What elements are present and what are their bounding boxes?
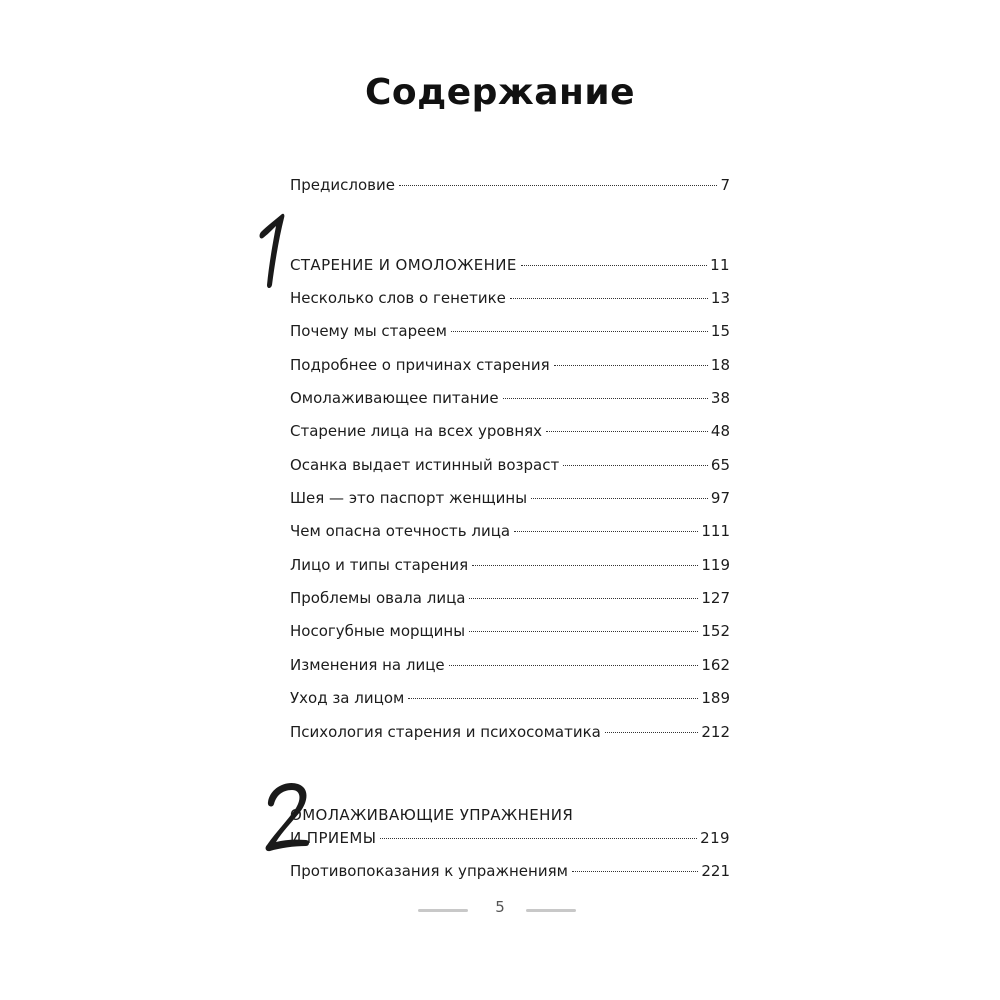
toc-entry-page: 18 (710, 356, 730, 374)
toc-entry-page: 219 (700, 829, 730, 847)
dot-leader (510, 298, 708, 299)
toc-entry-page: 38 (710, 389, 730, 407)
dot-leader (546, 431, 708, 432)
dot-leader (572, 871, 698, 872)
dot-leader (563, 465, 708, 466)
section-1-numeral (255, 212, 295, 290)
dot-leader (449, 665, 699, 666)
toc-entry-label: Несколько слов о генетике (290, 289, 506, 307)
toc-entry (290, 622, 730, 648)
toc-entry-preface (290, 176, 730, 202)
toc-entry-label: Проблемы овала лица (290, 589, 466, 607)
toc-entry-label: Старение лица на всех уровнях (290, 422, 543, 440)
dot-leader (408, 698, 698, 699)
toc-entry-label: Психология старения и психосоматика (290, 723, 601, 741)
toc-entry (290, 689, 730, 715)
dot-leader (399, 185, 717, 186)
toc-entry (290, 556, 730, 582)
toc-entry-page: 221 (701, 862, 730, 880)
toc-entry (290, 322, 730, 348)
toc-entry (290, 862, 730, 888)
dot-leader (469, 598, 698, 599)
footer-ornament-left (418, 909, 468, 912)
toc-entry-page: 15 (710, 322, 730, 340)
toc-entry-page: 48 (710, 422, 730, 440)
toc-entry-page: 212 (701, 723, 730, 741)
dot-leader (451, 331, 708, 332)
toc-entry (290, 489, 730, 515)
toc-entry-page: 7 (720, 176, 730, 194)
dot-leader (380, 838, 697, 839)
toc-entry-page: 189 (701, 689, 730, 707)
toc-entry-label: Уход за лицом (290, 689, 405, 707)
toc-entry (290, 356, 730, 382)
toc-entry (290, 589, 730, 615)
toc-entry-label: СТАРЕНИЕ И ОМОЛОЖЕНИЕ (290, 256, 517, 274)
toc-entry (290, 723, 730, 749)
toc-entry-label: Изменения на лице (290, 656, 445, 674)
dot-leader (472, 565, 698, 566)
dot-leader (521, 265, 707, 266)
toc-entry (290, 456, 730, 482)
dot-leader (469, 631, 698, 632)
toc-entry (290, 522, 730, 548)
toc-entry-label: Противопоказания к упражнениям (290, 862, 568, 880)
toc-entry-page: 127 (701, 589, 730, 607)
toc-entry-label: Осанка выдает истинный возраст (290, 456, 560, 474)
toc-entry-label: Лицо и типы старения (290, 556, 469, 574)
dot-leader (554, 365, 708, 366)
dot-leader (514, 531, 698, 532)
toc-entry-page: 65 (710, 456, 730, 474)
toc-entry-label: Чем опасна отечность лица (290, 522, 511, 540)
footer-ornament-right (526, 909, 576, 912)
dot-leader (503, 398, 708, 399)
toc-entry-page: 13 (710, 289, 730, 307)
toc-entry-page: 162 (701, 656, 730, 674)
toc-entry-label: Подробнее о причинах старения (290, 356, 550, 374)
toc-section-2-heading-line1: ОМОЛАЖИВАЮЩИЕ УПРАЖНЕНИЯ (290, 806, 574, 824)
toc-section-1-heading (290, 256, 730, 282)
toc-entry (290, 389, 730, 415)
dot-leader (605, 732, 699, 733)
toc-entry (290, 422, 730, 448)
toc-entry (290, 289, 730, 315)
page-title: Содержание (364, 72, 636, 113)
toc-entry-label: Предисловие (290, 176, 395, 194)
toc-entry-label: Почему мы стареем (290, 322, 447, 340)
toc-entry-page: 97 (710, 489, 730, 507)
toc-section-2-heading (290, 829, 730, 855)
page-number: 5 (495, 898, 505, 916)
toc-entry-page: 152 (701, 622, 730, 640)
toc-entry-page: 11 (710, 256, 730, 274)
toc-entry-page: 111 (701, 522, 730, 540)
toc-entry (290, 656, 730, 682)
toc-entry-label: Омолаживающее питание (290, 389, 499, 407)
toc-entry-label: И ПРИЕМЫ (290, 829, 377, 847)
toc-entry-page: 119 (701, 556, 730, 574)
toc-entry-label: Носогубные морщины (290, 622, 466, 640)
toc-entry-label: Шея — это паспорт женщины (290, 489, 528, 507)
dot-leader (531, 498, 708, 499)
